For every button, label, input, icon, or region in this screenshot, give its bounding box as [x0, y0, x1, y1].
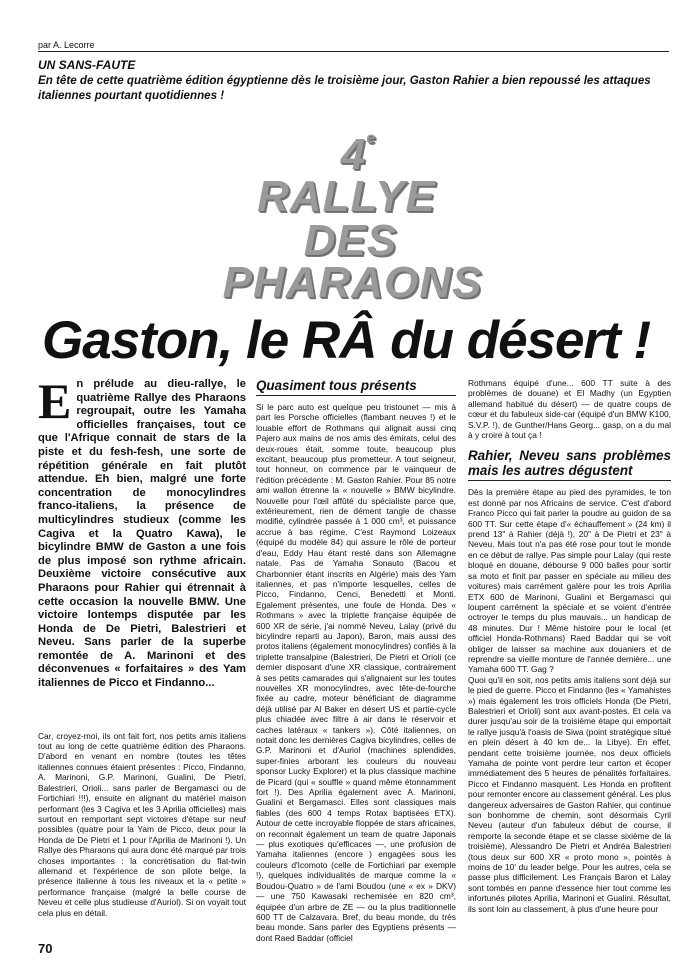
rally-logo-line3: PHARAONS	[222, 258, 483, 307]
headline: Gaston, le RÂ du désert !	[42, 311, 651, 370]
lead-paragraph	[38, 373, 246, 691]
kicker: UN SANS-FAUTE	[38, 58, 136, 72]
body-text-col3: Dès la première étape au pied des pyramides, le ton est donné par nos Africains de service. C'est d'abord Franco Picco qui fait parler la poudre au guidon de sa 600 TT. Sur cette étape d'« échauffement » (24 km) il prend 13" à Rahier (déjà !), 20" à De Pietri et 23" à Neveu. Mais tout n'a pas été rose pour tout le monde en ce début de rallye. Pas simple pour Lalay (qui reste bloqué en douane, débourse 9 000 balles pour sortir sa moto et finit par passer en spéciale au milieu des voitures) mais carrément galère pour les trois Aprilia ETX 600 de Marinoni, Gualini et Bergamasci qui loupent carrément la spéciale et se voient d'entrée octroyer le temps du plus mauvais... un handicap de 48 minutes. Dur ! Même histoire pour le local (et officiel Honda-Rothmans) Raed Baddar qui se voit obliger de laisser sa machine aux douaniers et de reprendre sa vieille monture de l'année dernière... une Yamaha 600 TT. Gag ? Quoi qu'il en soit, nos petits amis italiens sont déjà sur le pied de guerre. Picco et Findanno (les « Yamahistes ») mais également les trois officiels Honda (De Pietri, Balestrieri et Orioli) sont aux avant-postes. Et cela va durer jusqu'au soir de la troisième étape qui emportait le rallye jusqu'à l'oasis de Siwa (point stratégique situé en plein désert à 40 km de... la Libye). En effet, pendant cette troisième journée, nos deux officiels Yamaha de pointe vont perdre leur carton et écoper immédiatement des 5 heures de pénalités forfaitaires. Picco et Findanno masquent. Les Honda en profitent pour remonter encore au classement général. Les plus dangereux adversaires de Gaston Rahier, qui continue son bonhomme de chemin, sont désormais Cyril Neveu (auteur d'un fabuleux début de course, il remporte la seconde étape et se classe sixième de la troisième), Alessandro De Pietri et Andréa Balestrieri (tous deux sur 600 XR « proto mono », pointés à moins de 10' du leader belge. Pour les autres, cela se passe plus difficilement. Les Français Baron et Lalay sont tombés en panne d'essence hier tout comme les infortunés pilotes Aprilia, Marinoni et Gualini. Résultat, ils sont loin au classement, à plus d'une heure pour	[468, 487, 671, 914]
rally-logo-line1: RALLYE	[257, 172, 436, 221]
body-text-col1: Car, croyez-moi, ils ont fait fort, nos petits amis italiens tout au long de cette quatrième édition des Pharaons. D'abord en venant en nombre (toutes les têtes italiennes connues étaient présentes : Picco, Findanno, A. Marinoni, G.P. Marinoni, Gualini, De Pietri, Balestrieri, Orioli... sans parler de Bergamasci ou de Fortichiari !!!), ensuite en alignant du matériel maison performant (les 3 Cagiva et les 3 Aprilia officielles) mais surtout en remportant sept victoires d'étape sur neuf possibles (quatre pour la Yam de Picco, deux pour la Honda de De Pietri et 1 pour l'Aprilia de Marinoni !). Un Rallye des Pharaons qui aura donc été marqué par trois choses importantes : la concrétisation du flat-twin allemand et l'expérience de son pilote belge, la présence italienne à tous les niveaux et la « petite » performance française (malgré la belle course de Neveu et celle plus studieuse d'Auriol). Si on voyait tout cela plus en détail.	[38, 730, 246, 918]
page-number: 70	[38, 941, 53, 956]
rally-logo-line2: DES	[303, 216, 398, 265]
body-text-col3-intro: Rothmans équipé d'une... 600 TT suite à des problèmes de douane) et El Madhy (un Egyptien allemand habitué du désert) — de quatre coups de cœur et du fabuleux side-car (équipé d'un BMW K100, S.V.P. !), de Gunther/Hans Georg... gasp, on a du mal à y croire à tout ça !	[468, 378, 671, 441]
header-rule	[38, 51, 669, 52]
byline: par A. Lecorre	[38, 40, 95, 50]
section-heading-present: Quasiment tous présents	[256, 378, 456, 396]
dropcap: E	[38, 373, 72, 429]
column-1	[38, 373, 246, 918]
rally-logo-number: 4e	[340, 130, 377, 179]
rally-logo-sup: e	[366, 130, 377, 147]
lead-text: n prélude au dieu-rallye, le quatrième Rallye des Pharaons regroupait, outre les Yamaha officielles françaises, tout ce que l'Afrique connait de stars de la piste et du fesh-fesh, une sorte de répétition générale en fait plutôt attendue. Eh bien, malgré une forte concentration de monocylindres franco-italiens, la présence de multicylindres studieux (comme les Cagiva et la Quatro Kawa), le bicylindre BMW de Gaston a une fois de plus imposé son rythme africain. Deuxième victoire consécutive aux Pharaons pour Rahier qui étrennait à cette occasion la nouvelle BMW. Une victoire lontemps disputée par les Honda de De Pietri, Balestrieri et Neveu. Sans parler de la superbe remontée de A. Marinoni et des déconvenues « forfaitaires » des Yam italiennes de Picco et Findanno...	[38, 378, 246, 690]
subhead: En tête de cette quatrième édition égyptienne dès le troisième jour, Gaston Rahier a bien repoussé les attaques italiennes pourtant quotidiennes !	[38, 74, 651, 102]
column-2	[256, 378, 456, 943]
section-heading-rahier-neveu: Rahier, Neveu sans problèmes mais les autres dégustent	[468, 448, 671, 481]
column-3	[468, 378, 671, 914]
body-text-col2: Si le parc auto est quelque peu tristounet — mis à part les Porsche officielles (flambant neuves !) et le louable effort de Rothmans qui alignait aussi cinq Pajero aux mains de nos amis des émirats, celui des deux-roues était, somme toute, beaucoup plus excitant, beaucoup plus prometteur. A tout seigneur, tout honneur, on commence par le vainqueur de l'édition précédente : M. Gaston Rahier. Pour 85 notre ami wallon étrenne la « nouvelle » BMW bicylindre. Nouvelle pour l'œil affûté du spécialiste parce que, extérieurement, rien de dément tangle de chasse modifié, cylindrée passée à 1 000 cm³, et puissance accrue à bas régime. C'est Raymond Loizeaux (équipé du modèle 84) qui assure le rôle de porteur d'eau, Eddy Hau étant resté dans son Allemagne natale. Pas de Yamaha Sonauto (Bacou et Charbonnier étant inscrits en Algérie) mais des Yam italiennes, et pas n'importe lesquelles, celles de Picco, Findanno, Cenci, Benedetti et Monti. Egalement présentes, une foule de Honda. Des « Rothmans » avec la triplette française équipée de 600 XR de série, j'ai nommé Neveu, Lalay (privé du bicylindre reparti au Japon), Baron, mais aussi des protos italiens (également monocylindres) confiés à la triplette transalpine (Balestrieri, De Pietri et Orioli (ce dernier disposant d'une XR classique, contrairement à ses petits camarades qui s'alignaient sur les toutes nouvelles XR monocylindres, avec tête-de-fourche fixée au cadre, moteur bénéficiant de diagramme déjà utilisé par Al Baker en désert US et partie-cycle plus chiadée avec filtre à air dans le réservoir et caches latéraux « tankers »). Côté italiennes, on notait donc les dernières Cagiva bicylindres, celles de G.P. Marinoni et d'Auriol (machines splendides, super-finies arborant les couleurs du nouveau sponsor Lucky Explorer) et la plus classique machine de Picard (qui « souffle » quand même étonnamment fort !). Des Aprilia également avec A. Marinoni, Gualini et Bergamasci. Elles sont classiques mais fiables (des 600 4 temps Rotax baptisées ETX). Autour de cette incroyable floppée de stars africaines, on reconnait également un team de quatre Japonais — plus exotiques qu'efficaces —, une profusion de Yamaha italiennes (encore ) engagées sous les couleurs d'Icomoto (celle de Fortichiari par exemple !), quelques individualités de marque comme la « Boudou-Quatro » de l'ami Boudou (une « ex » DKV) — une 750 Kawasaki rechemisée en 820 cm³, équipée d'un arbre de ZE — ou la plus traditionnelle 600 TT de Calzavara. Bref, du beau monde, du très beau monde. Sans parler des Egyptiens présents — dont Raed Baddar (officiel	[256, 402, 456, 943]
